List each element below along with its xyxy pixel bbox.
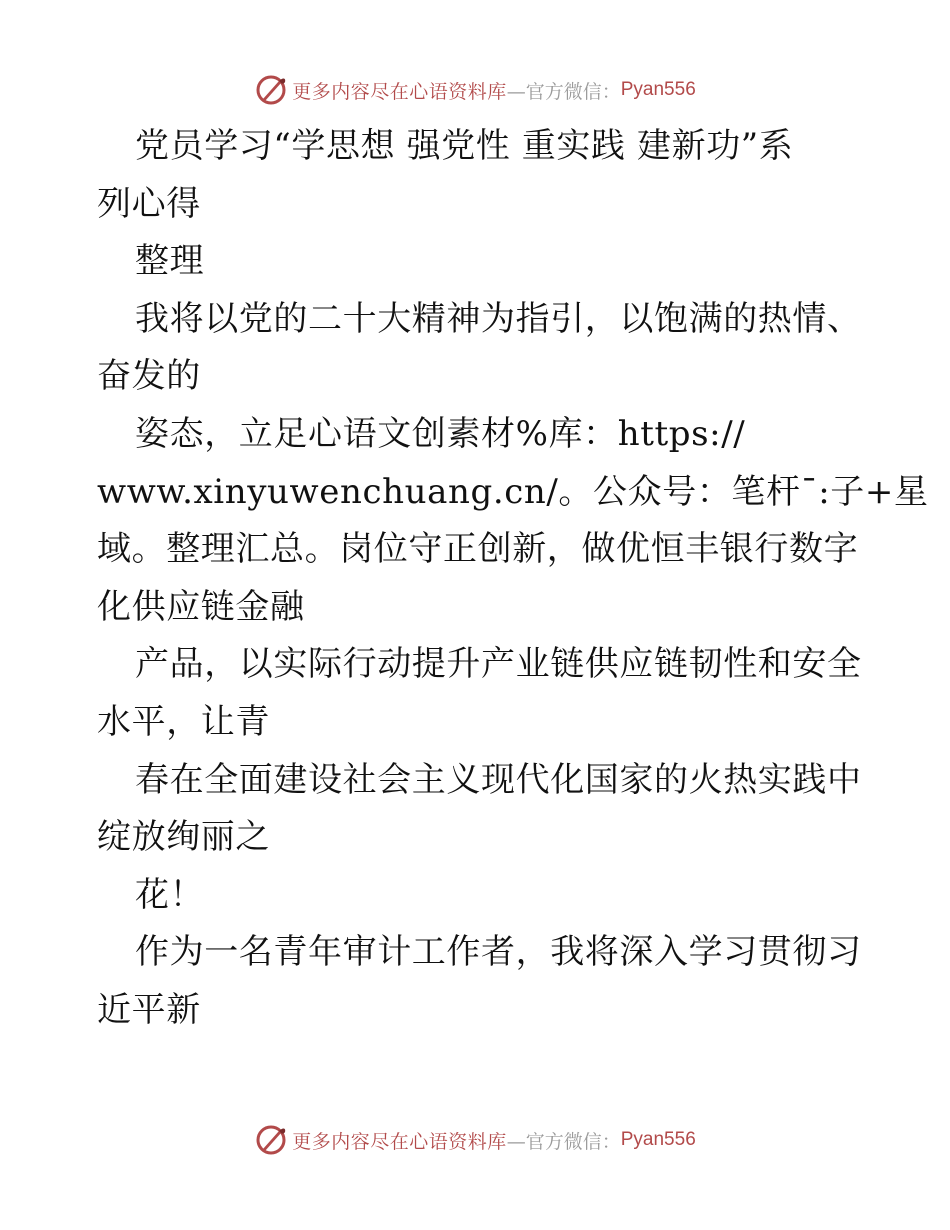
banner-separator: —官方微信： xyxy=(506,1130,621,1153)
banner-text: 更多内容尽在心语资料库 xyxy=(292,80,507,103)
header-banner xyxy=(0,70,950,110)
text-line: 花！ xyxy=(135,874,205,915)
quill-circle-icon xyxy=(254,73,288,107)
text-line: 作为一名青年审计工作者，我将深入学习贯彻习 xyxy=(135,932,862,973)
text-line: 绽放绚丽之 xyxy=(97,817,270,858)
text-line: 水平，让青 xyxy=(97,701,270,742)
document-body xyxy=(97,118,929,1040)
banner-wechat-id: Pyan556 xyxy=(620,79,696,100)
text-line: 列心得 xyxy=(97,183,201,224)
text-line: 产品，以实际行动提升产业链供应链韧性和安全 xyxy=(135,644,862,685)
text-line: 近平新 xyxy=(97,989,201,1030)
text-line: 党员学习“学思想 强党性 重实践 建新功”系 xyxy=(135,126,794,166)
banner-text: 更多内容尽在心语资料库 xyxy=(292,1130,507,1153)
text-line: 域。整理汇总。岗位守正创新，做优恒丰银行数字 xyxy=(97,529,859,570)
text-line: 春在全面建设社会主义现代化国家的火热实践中 xyxy=(135,759,862,800)
banner-separator: —官方微信： xyxy=(506,80,621,103)
footer-banner xyxy=(0,1120,950,1160)
text-line: 化供应链金融 xyxy=(97,586,305,627)
text-line: 奋发的 xyxy=(97,356,201,397)
banner-wechat-id: Pyan556 xyxy=(620,1129,696,1150)
quill-circle-icon xyxy=(254,1123,288,1157)
text-line: www.xinyuwenchuang.cn/。公众号：笔杆¯:子+星 xyxy=(97,471,929,512)
text-line: 整理 xyxy=(135,241,205,282)
text-line: 我将以党的二十大精神为指引，以饱满的热情、 xyxy=(135,298,862,339)
text-line: 姿态，立足心语文创素材%库：https:// xyxy=(135,413,746,454)
